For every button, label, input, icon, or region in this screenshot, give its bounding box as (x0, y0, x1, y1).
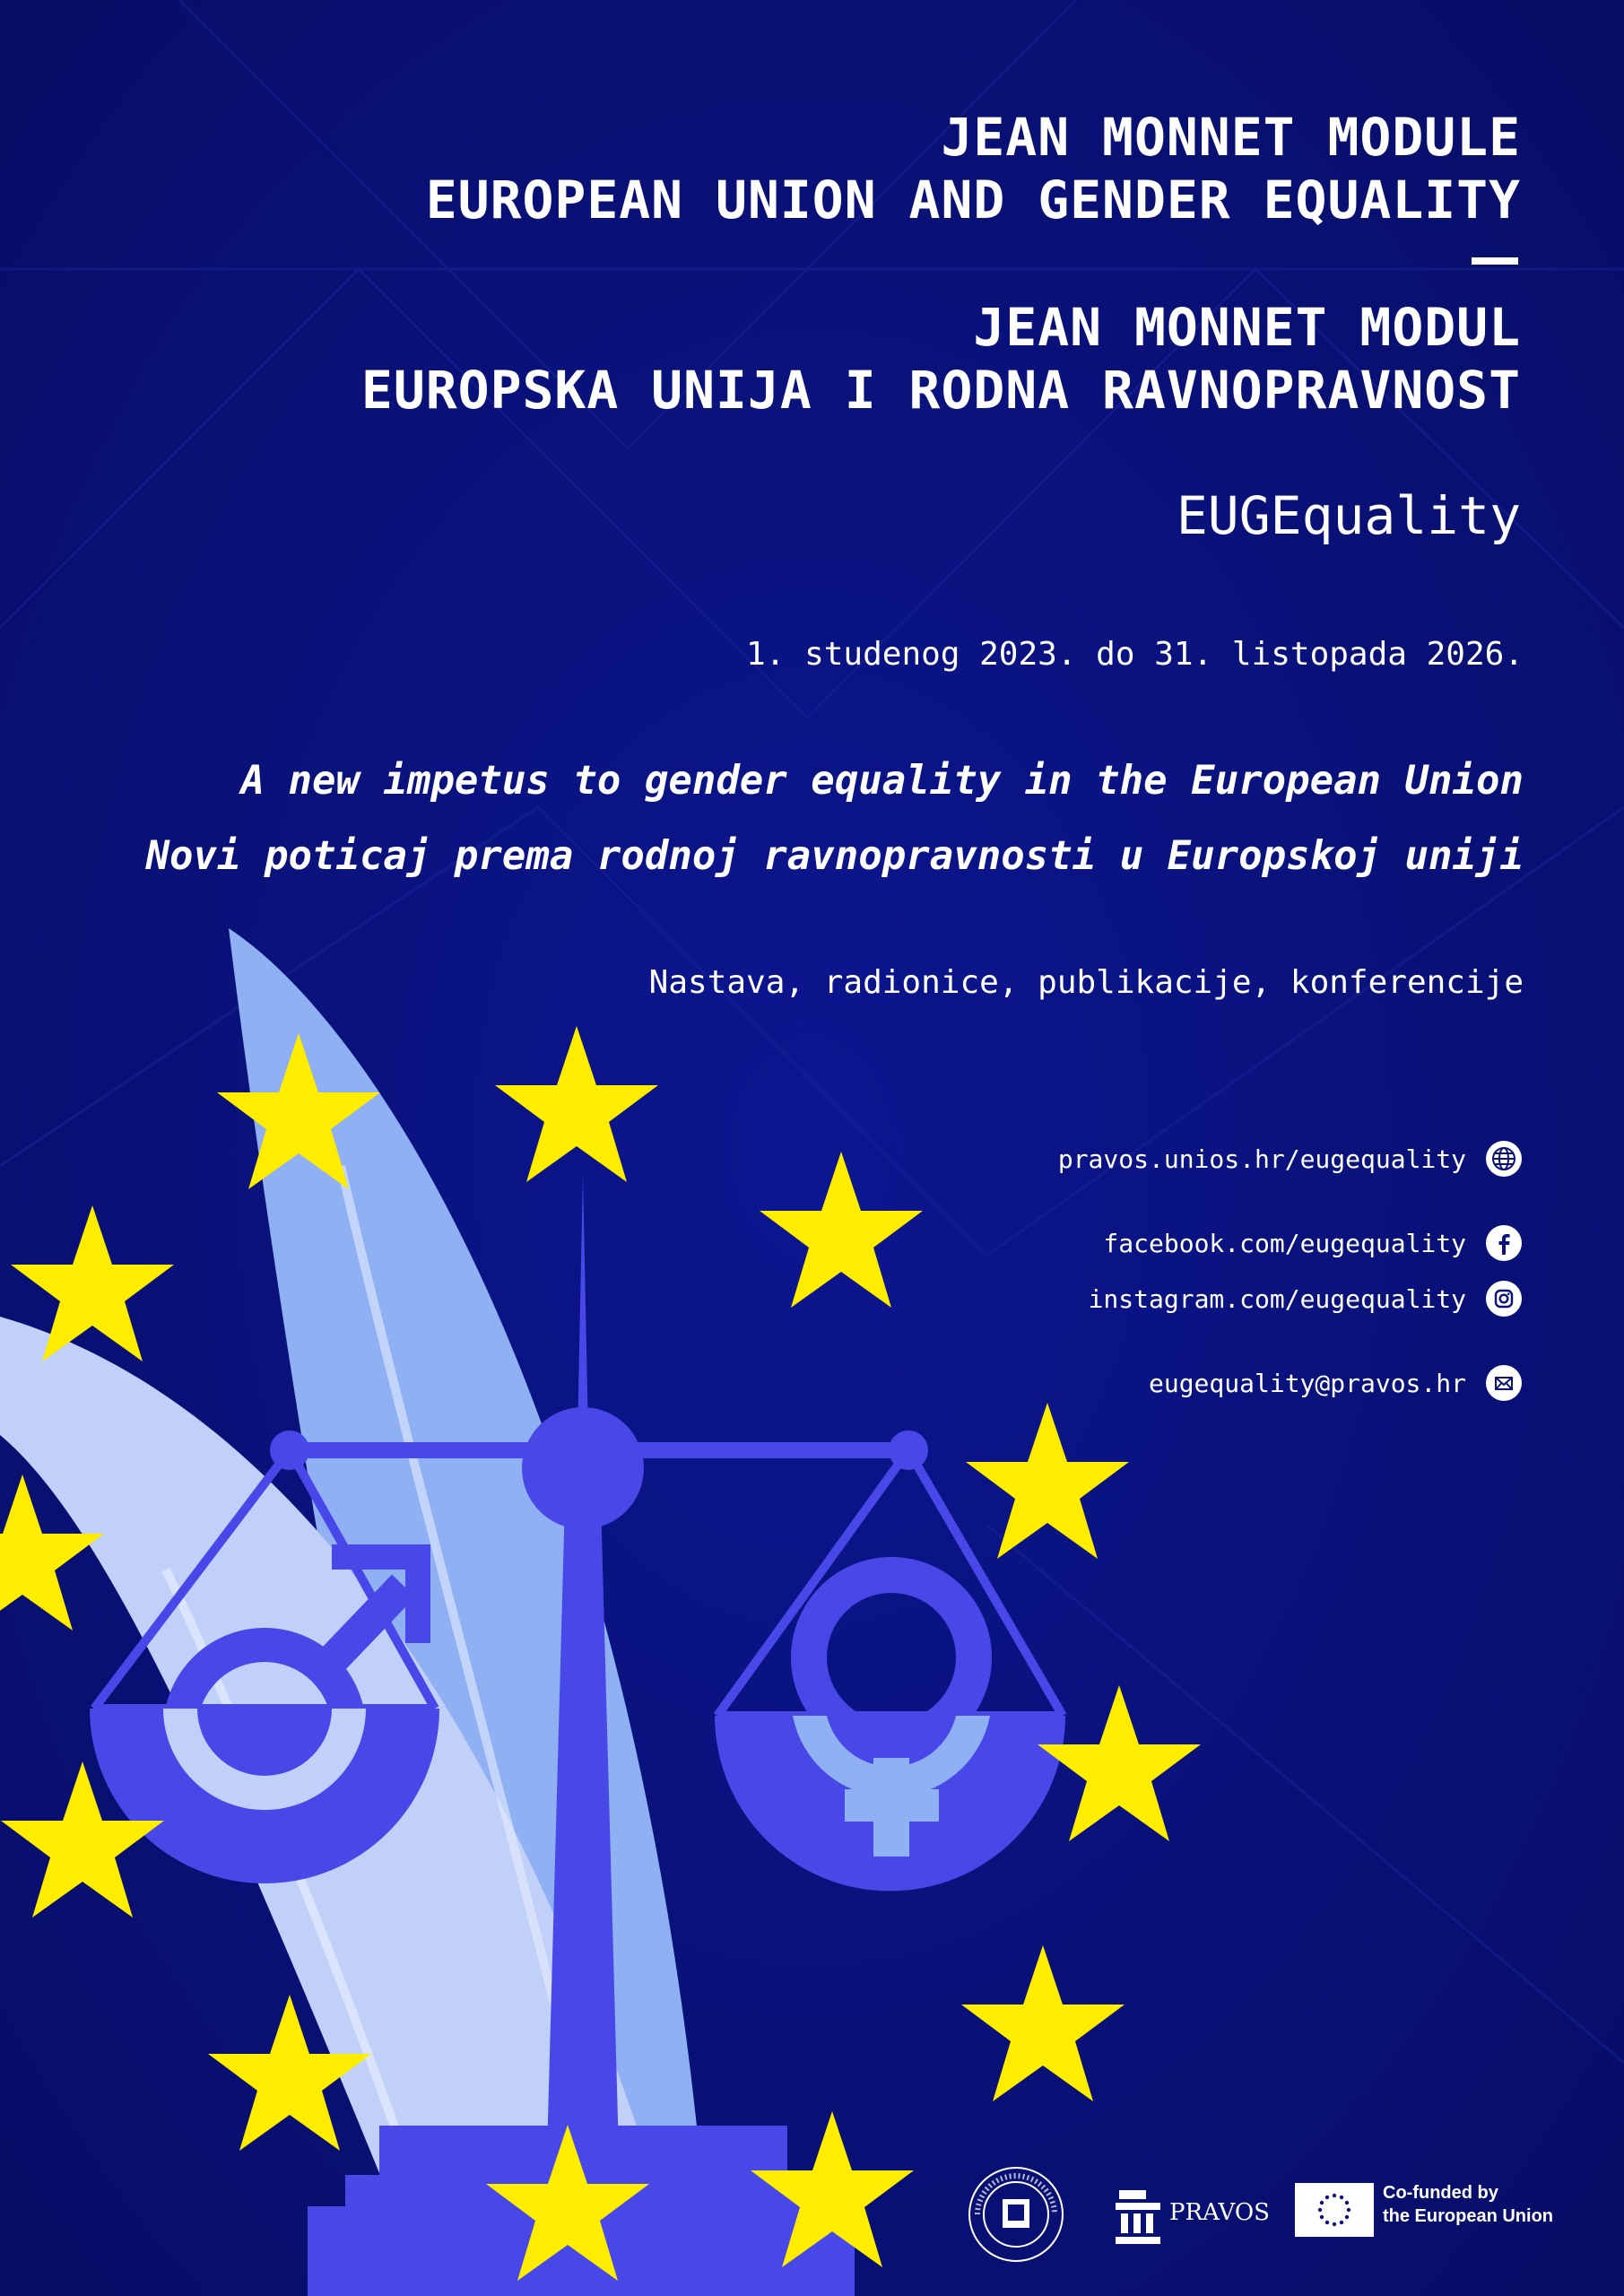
title-english-line1: JEAN MONNET MODULE (941, 107, 1521, 168)
globe-icon (1486, 1141, 1522, 1177)
cofunded-line2: the European Union (1383, 2206, 1553, 2226)
tagline-english: A new impetus to gender equality in the European Union (240, 758, 1524, 804)
instagram-icon (1486, 1281, 1522, 1317)
pravos-logo-text: PRAVOS (1169, 2199, 1270, 2226)
university-seal-icon (967, 2165, 1065, 2264)
project-acronym: EUGEquality (1176, 485, 1521, 546)
partner-logos (967, 2165, 1559, 2264)
title-divider (1472, 257, 1518, 265)
contact-website[interactable] (1058, 1139, 1522, 1178)
title-croatian-line2: EUROPSKA UNIJA I RODNA RAVNOPRAVNOST (360, 360, 1521, 421)
cofunded-label (1383, 2181, 1553, 2228)
contact-email-text[interactable]: eugequality@pravos.hr (1148, 1368, 1466, 1398)
title-croatian-line1: JEAN MONNET MODUL (973, 297, 1521, 358)
scale-hub (522, 1407, 644, 1529)
scale-base-top (379, 2126, 787, 2179)
tagline-croatian: Novi poticaj prema rodnoj ravnopravnosti u Europskoj uniji (145, 833, 1524, 879)
contact-email[interactable] (1149, 1363, 1522, 1403)
contact-instagram[interactable] (1089, 1279, 1522, 1318)
activities: Nastava, radionice, publikacije, konferencije (648, 964, 1524, 1001)
cofunded-line1: Co-funded by (1383, 2183, 1498, 2203)
contact-instagram-text[interactable]: instagram.com/eugequality (1088, 1283, 1466, 1314)
eu-flag (1295, 2183, 1374, 2237)
title-english (426, 106, 1521, 231)
mail-icon (1486, 1365, 1522, 1401)
contact-facebook[interactable] (1103, 1223, 1522, 1263)
facebook-icon (1486, 1225, 1522, 1261)
title-croatian (361, 296, 1521, 422)
eu-flag-stars-icon (1295, 2183, 1374, 2237)
contact-facebook-text[interactable]: facebook.com/eugequality (1103, 1228, 1466, 1258)
contact-website-text[interactable]: pravos.unios.hr/eugequality (1057, 1144, 1466, 1174)
project-dates: 1. studenog 2023. do 31. listopada 2026. (746, 636, 1524, 673)
title-english-line2: EUROPEAN UNION AND GENDER EQUALITY (425, 170, 1521, 230)
pravos-logo-icon (1116, 2190, 1164, 2244)
